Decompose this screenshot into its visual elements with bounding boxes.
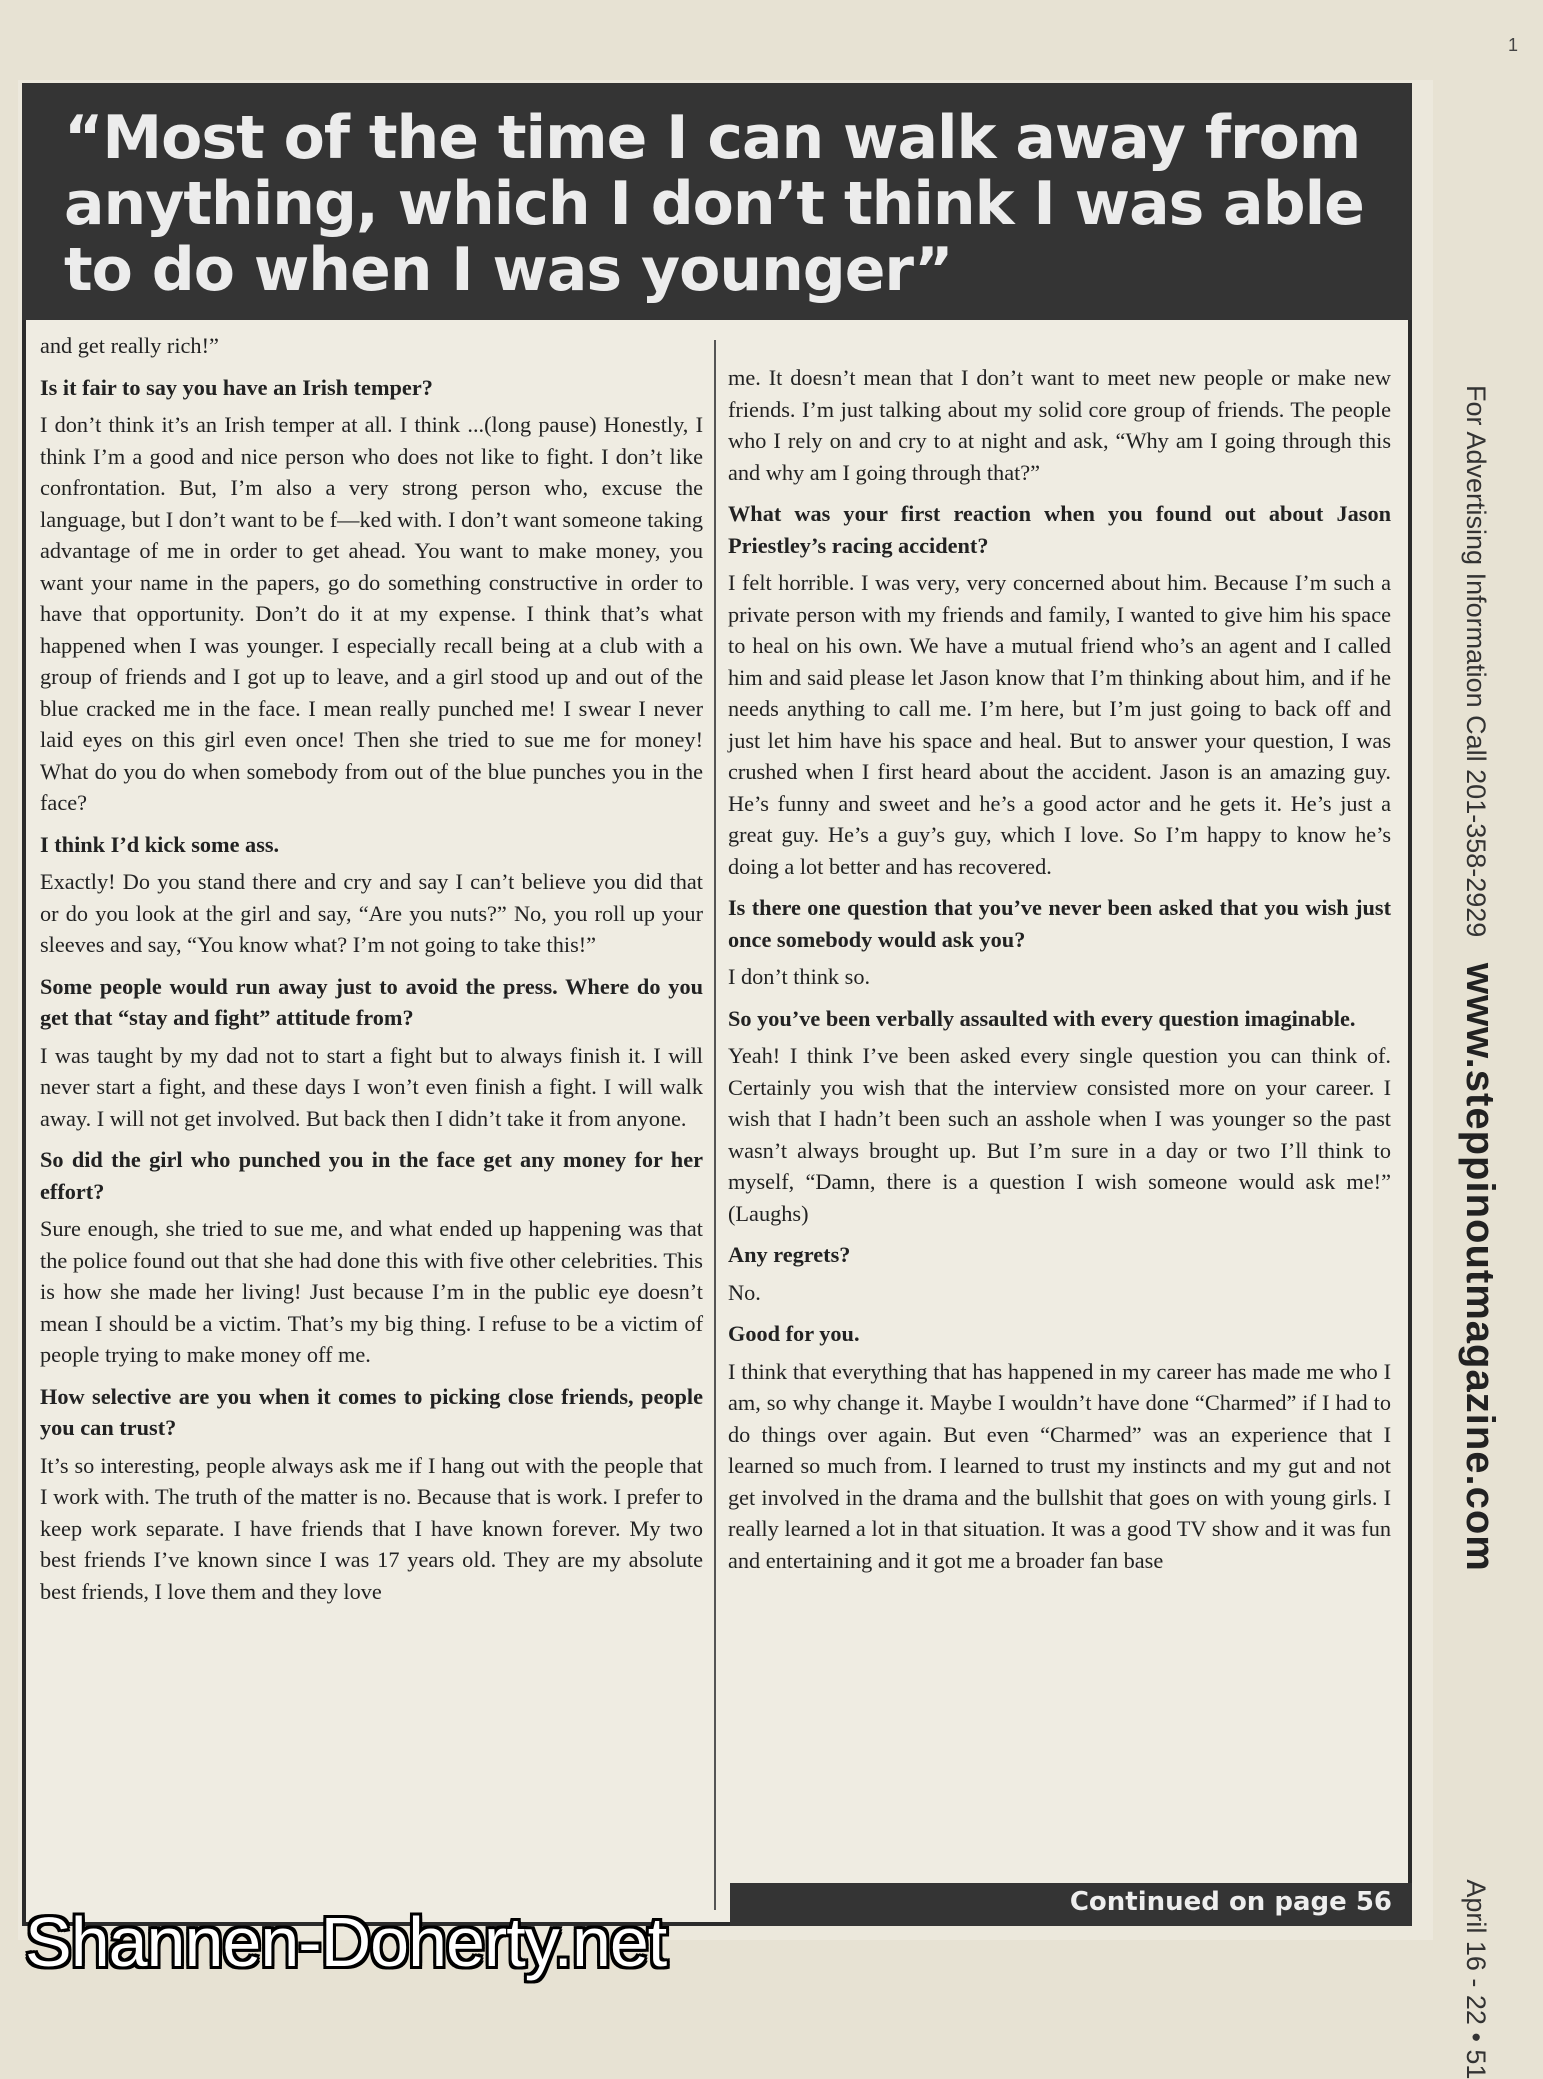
interview-answer: me. It doesn’t mean that I don’t want to meet new people or make new friends. I’m just talking about my solid core group of friends. The people who I rely on and cry to at night and ask, “Why am I going through this and why am I going through that?” [728, 365, 1391, 485]
interview-answer: I think that everything that has happened in my career has made me who I am, so why change it. Maybe I wouldn’t have done “Charmed” if I had to do things over again. But even “Charmed” was an experience that I learned so much from. I learned to trust my instincts and my gut and not get involved in the drama and the bullshit that goes on with young girls. I really learned a lot in that situation. It was a good TV show and it was fun and entertaining and it got me a broader fan base [728, 1358, 1391, 1573]
corner-mark: 1 [1508, 35, 1519, 55]
interview-question: Good for you. [728, 1321, 860, 1346]
continued-on-label: Continued on page 56 [1069, 1887, 1392, 1917]
interview-answer: and get really rich!” [40, 333, 219, 358]
advertising-info: For Advertising Information Call 201-358-2929 [1461, 385, 1491, 938]
continued-bar [730, 1883, 1412, 1926]
magazine-url: www.steppinoutmagazine.com [1458, 962, 1502, 1572]
interview-answer: Yeah! I think I’ve been asked every single question you can think of. Certainly you wish that the interview consisted more on your career. I wish that I hadn’t been such an asshole when I was younger so the past wasn’t always brought up. But I’m sure in a day or two I’ll think to myself, “Damn, there is a question I wish someone would ask me!” (Laughs) [728, 1043, 1391, 1226]
left-column [40, 330, 703, 1617]
interview-question: Any regrets? [728, 1242, 851, 1267]
interview-question: I think I’d kick some ass. [40, 831, 280, 857]
interview-question: How selective are you when it comes to picking close friends, people you can trust? [40, 1383, 703, 1440]
sidebar-vertical-text [1450, 385, 1510, 2079]
interview-answer: Sure enough, she tried to sue me, and what ended up happening was that the police found out that she had done this with five other celebrities. This is how she made her living! Just because I’m in the public eye doesn’t mean I should be a victim. That’s my big thing. I refuse to be a victim of people trying to make money off me. [40, 1216, 703, 1367]
interview-question: So did the girl who punched you in the face get any money for her effort? [40, 1147, 703, 1204]
interview-question: Is there one question that you’ve never been asked that you wish just once somebody would ask you? [728, 895, 1391, 952]
interview-answer: I felt horrible. I was very, very concerned about him. Because I’m such a private person with my friends and family, I wanted to give him his space to heal on his own. We have a mutual friend who’s an agent and I called him and said please let Jason know that I’m thinking about him, and if he needs anything to call me. I’m here, but I’m just going to back off and just let him have his space and heal. But to answer your question, I was crushed when I first heard about the accident. Jason is an amazing guy. He’s funny and sweet and he’s a good actor and he gets it. He’s just a great guy. He’s a guy’s guy, which I love. So I’m happy to know he’s doing a lot better and has recovered. [728, 570, 1391, 879]
pull-quote-headline: “Most of the time I can walk away from anything, which I don’t think I was able to do when I was younger” [64, 103, 1364, 305]
issue-date-page: April 16 - 22 • 51 [1461, 1879, 1491, 2079]
interview-answer: Exactly! Do you stand there and cry and say I can’t believe you did that or do you look at the girl and say, “Are you nuts?” No, you roll up your sleeves and say, “You know what? I’m not going to take this!” [40, 869, 703, 957]
interview-answer: I was taught by my dad not to start a fight but to always finish it. I will never start a fight, and these days I won’t even finish a fight. I will walk away. I will not get involved. But back then I didn’t take it from anyone. [40, 1042, 703, 1131]
headline-box [22, 83, 1412, 320]
interview-question: What was your first reaction when you found out about Jason Priestley’s racing accident? [728, 501, 1391, 558]
interview-answer: I don’t think so. [728, 964, 871, 989]
column-divider [714, 340, 716, 1910]
interview-answer: No. [728, 1279, 761, 1305]
interview-question: So you’ve been verbally assaulted with every question imaginable. [728, 1005, 1356, 1031]
interview-answer: It’s so interesting, people always ask me if I hang out with the people that I work with. The truth of the matter is no. Because that is work. I prefer to keep work separate. I have friends that I have known forever. My two best friends I’ve known since I was 17 years old. They are my absolute best friends, I love them and they love [40, 1452, 703, 1604]
interview-answer: I don’t think it’s an Irish temper at all. I think ...(long pause) Honestly, I think I’m a good and nice person who does not like to fight. I don’t like confrontation. But, I’m also a very strong person who, excuse the language, but I don’t want to be f—ked with. I don’t want someone taking advantage of me in order to get ahead. You want to make money, you want your name in the papers, go do something constructive in order to have that opportunity. Don’t do it at my expense. I think that’s what happened when I was younger. I especially recall being at a club with a group of friends and I got up to leave, and a girl stood up and out of the blue cracked me in the face. I mean really punched me! I swear I never laid eyes on this girl even once! Then she tried to sue me for money! What do you do when somebody from out of the blue punches you in the face? [40, 412, 703, 815]
interview-question: Some people would run away just to avoid the press. Where do you get that “stay and fight” attitude from? [40, 973, 703, 1030]
interview-question: Is it fair to say you have an Irish temper? [40, 374, 433, 400]
right-column [728, 362, 1391, 1586]
site-watermark: Shannen-Doherty.net [25, 1903, 667, 1981]
